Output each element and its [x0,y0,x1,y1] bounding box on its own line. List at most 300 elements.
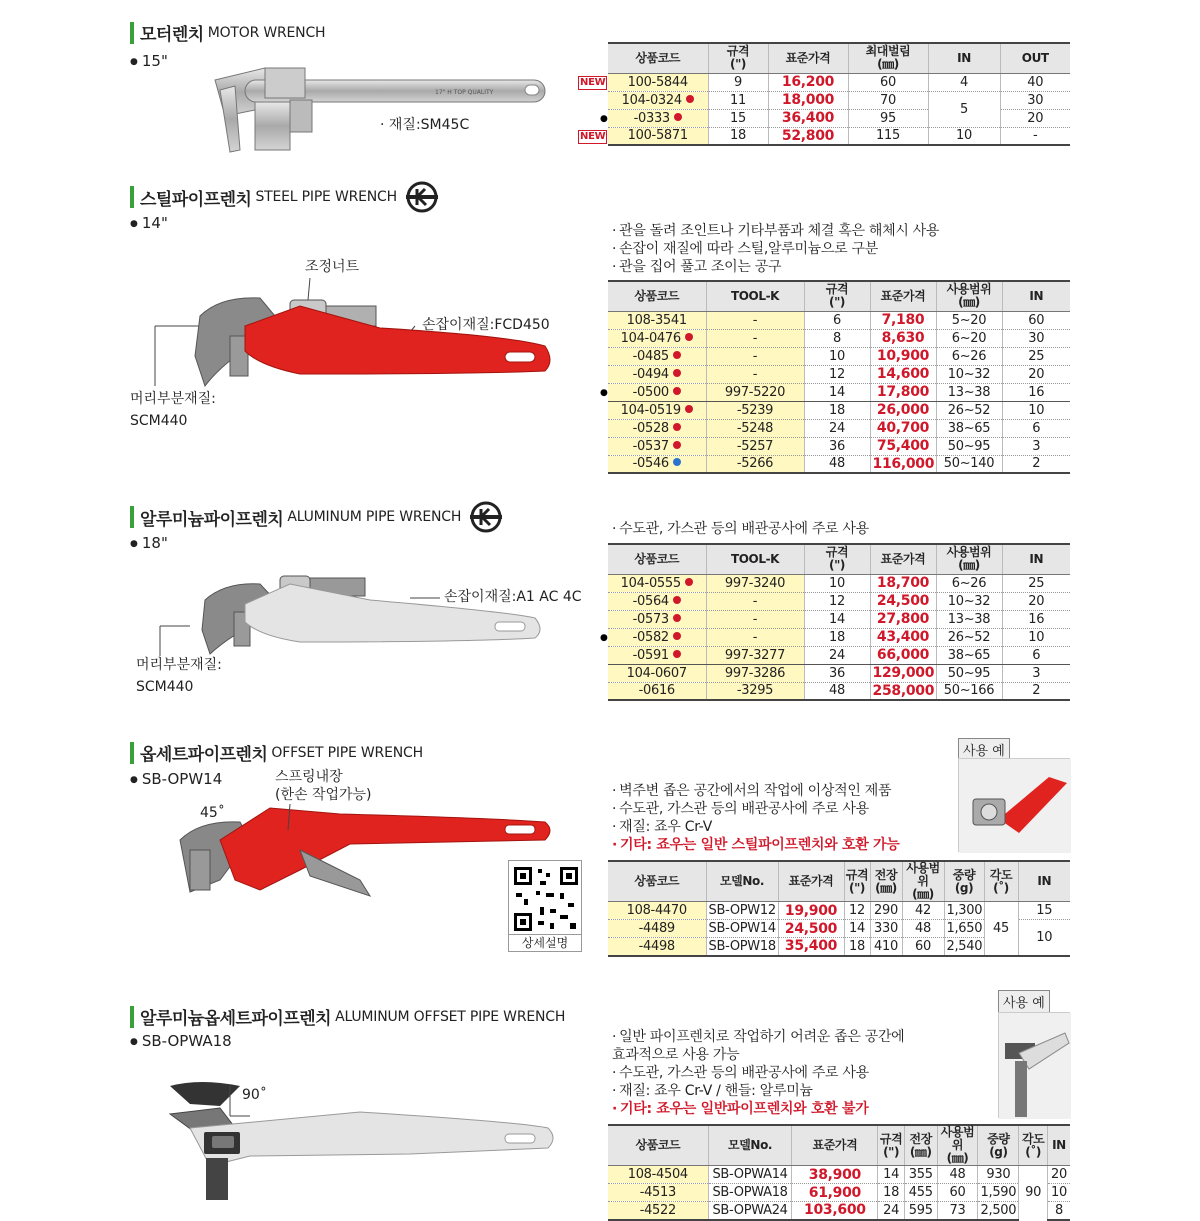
title-bar [130,742,134,764]
price: 103,600 [792,1202,878,1220]
motor-title-ko: 모터렌치 [140,25,204,45]
model: SB-OPWA24 [708,1202,792,1220]
in: 10 [1002,628,1070,646]
alu-table-body [600,574,1070,700]
spec: 14 [804,383,870,401]
length: 355 [904,1166,937,1184]
range: 6~26 [936,347,1002,365]
weight: 1,300 [944,902,984,920]
steel-wrench-image [150,276,560,406]
label-handle-material: 손잡이재질:A1 AC 4C [444,589,582,605]
table-row [608,73,1070,91]
red-dot-icon [673,614,681,622]
red-dot-icon [673,632,681,640]
offset-description [612,782,899,854]
col-length: 전장 (㎜) [904,1125,937,1166]
col-weight: 중량 (g) [978,1125,1019,1166]
desc-line: · 수도관, 가스관 등의 배관공사에 주로 사용 [612,1064,904,1082]
range: 48 [902,920,944,938]
range: 13~38 [936,610,1002,628]
col-code: 상품코드 [608,43,708,73]
table-row [608,365,1070,383]
motor-size: ● 15" [130,52,168,70]
in: 2 [1002,455,1070,473]
price: 19,900 [778,902,844,920]
red-dot-icon [674,113,682,121]
tool-k: 997-5220 [706,383,804,401]
spec: 24 [878,1202,905,1220]
label-handle-material: 손잡이재질:FCD450 [422,317,550,333]
range: 48 [937,1166,978,1184]
spec: 24 [804,646,870,664]
red-dot-icon [685,405,693,413]
price: 75,400 [870,437,936,455]
table-row [608,329,1070,347]
col-angle: 각도 (˚) [984,861,1018,902]
price: 18,000 [768,91,848,109]
alu-description [612,520,869,538]
open: 95 [848,109,928,127]
model: SB-OPWA14 [708,1166,792,1184]
table-row [608,1166,1070,1184]
offset-size: ● SB-OPW14 [130,770,222,788]
steel-table-body [600,311,1070,473]
in: 20 [1047,1166,1070,1184]
out: 40 [1000,73,1070,91]
col-code: 상품코드 [608,861,706,902]
desc-line-red: · 기타: 죠우는 일반파이프렌치와 호환 불가 [612,1100,904,1118]
in: 6 [1002,646,1070,664]
tool-k: -5257 [706,437,804,455]
price: 129,000 [870,664,936,682]
desc-line: · 재질: 죠우 Cr-V / 핸들: 알루미늄 [612,1082,904,1100]
product-code: -0591 [608,646,706,664]
price: 18,700 [870,574,936,592]
k-mark-icon [405,180,439,214]
in: 2 [1002,682,1070,700]
title-bar [130,22,134,44]
red-dot-icon [673,441,681,449]
table-row [608,682,1070,700]
col-tool: TOOL-K [706,281,804,311]
desc-line: · 벽주변 좁은 공간에서의 작업에 이상적인 제품 [612,782,899,800]
steel-size: ● 14" [130,214,168,232]
price: 116,000 [870,455,936,473]
desc-line: · 손잡이 재질에 따라 스틸,알루미늄으로 구분 [612,240,939,258]
col-spec: 규격 (") [708,43,768,73]
price: 14,600 [870,365,936,383]
usage-example-label: 사용 예 [958,738,1010,761]
price: 52,800 [768,127,848,145]
spec: 10 [804,574,870,592]
price: 61,900 [792,1184,878,1202]
offset-title-ko: 옵세트파이프렌치 [140,745,268,765]
product-code: 108-3541 [608,311,706,329]
label-angle: 90˚ [242,1087,267,1103]
in: 3 [1002,664,1070,682]
alu-title-ko: 알루미늄파이프렌치 [140,509,284,530]
tool-k: -5239 [706,401,804,419]
spec: 12 [804,365,870,383]
title-bar [130,506,134,528]
col-out: OUT [1000,43,1070,73]
range: 73 [937,1202,978,1220]
alu-title-en: ALUMINUM PIPE WRENCH [287,509,462,525]
red-dot-icon [673,650,681,658]
length: 455 [904,1184,937,1202]
price: 38,900 [792,1166,878,1184]
in: 25 [1002,574,1070,592]
weight: 2,540 [944,938,984,956]
model: SB-OPWA18 [708,1184,792,1202]
price: 27,800 [870,610,936,628]
col-price: 표준가격 [792,1125,878,1166]
table-row [608,610,1070,628]
col-range: 사용범위 (㎜) [902,861,944,902]
price: 8,630 [870,329,936,347]
spec: 14 [844,920,870,938]
col-code: 상품코드 [608,544,706,574]
red-dot-icon [673,369,681,377]
tool-k: 997-3240 [706,574,804,592]
range: 6~26 [936,574,1002,592]
length: 595 [904,1202,937,1220]
spec: 36 [804,437,870,455]
product-code: -4513 [608,1184,708,1202]
table-row [608,109,1070,127]
tool-k: 997-3286 [706,664,804,682]
table-row [608,646,1070,664]
price: 26,000 [870,401,936,419]
tool-k: -5266 [706,455,804,473]
tool-k: -5248 [706,419,804,437]
product-code: 104-0519 [608,401,706,419]
spec: 8 [804,329,870,347]
tool-k: -3295 [706,682,804,700]
tool-k: - [706,329,804,347]
usage-example-image [958,758,1070,852]
spec: 11 [708,91,768,109]
in: 8 [1047,1202,1070,1220]
out: 30 [1000,91,1070,109]
red-dot-icon [673,596,681,604]
in: 10 [928,127,1000,145]
label-adjust-nut: 조정너트 [305,259,360,275]
steel-title-ko: 스틸파이프렌치 [140,189,252,210]
product-code: 108-4470 [608,902,706,920]
price: 258,000 [870,682,936,700]
length: 330 [870,920,902,938]
tool-k: 997-3277 [706,646,804,664]
col-model: 모델No. [708,1125,792,1166]
col-code: 상품코드 [608,1125,708,1166]
price: 35,400 [778,938,844,956]
product-code: NEW 100-5844 [608,73,708,91]
price: 10,900 [870,347,936,365]
tool-k: - [706,311,804,329]
alu-offset-wrench-image [160,1076,560,1200]
table-row [608,902,1070,920]
range: 13~38 [936,383,1002,401]
model: SB-OPW14 [706,920,778,938]
qr-code[interactable] [508,860,582,952]
table-row [608,311,1070,329]
length: 290 [870,902,902,920]
angle: 90 [1019,1166,1048,1220]
open: 60 [848,73,928,91]
col-model: 모델No. [706,861,778,902]
price: 16,200 [768,73,848,91]
in: 10 [1018,920,1070,956]
spec: 10 [804,347,870,365]
col-price: 표준가격 [768,43,848,73]
offset-section-title [130,740,423,765]
alu-section-title [130,500,503,534]
table-row [608,664,1070,682]
out: 20 [1000,109,1070,127]
label-spring: 스프링내장 (한손 작업가능) [275,769,372,803]
range: 10~32 [936,365,1002,383]
steel-price-table [600,280,1070,474]
alu-offset-description [612,1028,904,1118]
in: 15 [1018,902,1070,920]
table-row [608,91,1070,109]
col-angle: 각도 (˚) [1019,1125,1048,1166]
col-length: 전장 (㎜) [870,861,902,902]
product-code: ● -0333 [608,109,708,127]
spec: 24 [804,419,870,437]
svg-text:17" H TOP QUALITY: 17" H TOP QUALITY [435,89,494,96]
col-open: 최대벌림 (㎜) [848,43,928,73]
in: 6 [1002,419,1070,437]
col-price: 표준가격 [870,281,936,311]
label-head-material: 머리부분재질: SCM440 [130,391,216,429]
blue-dot-icon [673,458,681,466]
steel-title-en: STEEL PIPE WRENCH [255,189,397,205]
product-code: -0537 [608,437,706,455]
tool-k: - [706,610,804,628]
spec: 48 [804,455,870,473]
desc-line: · 수도관, 가스관 등의 배관공사에 주로 사용 [612,800,899,818]
label-angle: 45˚ [200,805,225,821]
desc-line: · 관을 돌려 조인트나 기타부품과 체결 혹은 해체시 사용 [612,222,939,240]
range: 50~140 [936,455,1002,473]
range: 60 [902,938,944,956]
bullet-icon: ● [600,113,608,124]
col-range: 사용범위 (㎜) [936,281,1002,311]
range: 50~95 [936,437,1002,455]
alu-offset-title-en: ALUMINUM OFFSET PIPE WRENCH [335,1008,566,1025]
product-code: -0494 [608,365,706,383]
red-dot-icon [685,578,693,586]
in: 30 [1002,329,1070,347]
in: 3 [1002,437,1070,455]
col-spec: 규격 (") [804,281,870,311]
bullet-icon: ● [600,632,608,643]
range: 26~52 [936,628,1002,646]
usage-example-label: 사용 예 [998,990,1050,1013]
alu-offset-price-table [608,1124,1070,1221]
col-spec: 규격 (") [804,544,870,574]
col-price: 표준가격 [778,861,844,902]
spec: 14 [804,610,870,628]
motor-section-title [130,20,325,45]
product-code: 104-0476 [608,329,706,347]
price: 24,500 [778,920,844,938]
table-row [608,628,1070,646]
red-dot-icon [673,351,681,359]
in: 16 [1002,610,1070,628]
table-row [608,347,1070,365]
in: 10 [1047,1184,1070,1202]
alu-offset-size: ● SB-OPWA18 [130,1032,232,1050]
spec: 48 [804,682,870,700]
label-head-material: 머리부분재질: SCM440 [136,657,222,695]
col-range: 사용범위 (㎜) [937,1125,978,1166]
price: 7,180 [870,311,936,329]
col-spec: 규격 (") [878,1125,905,1166]
in: 20 [1002,365,1070,383]
in: 5 [928,91,1000,127]
product-code: -4522 [608,1202,708,1220]
model: SB-OPW18 [706,938,778,956]
price: 17,800 [870,383,936,401]
desc-line: · 관을 집어 풀고 조이는 공구 [612,258,939,276]
red-dot-icon [673,423,681,431]
weight: 1,650 [944,920,984,938]
product-code: 104-0555 [608,574,706,592]
title-bar [130,186,134,208]
product-code: ● -0500 [608,383,706,401]
in: 16 [1002,383,1070,401]
alu-price-table [600,543,1070,701]
offset-price-table [608,860,1070,957]
spec: 18 [804,628,870,646]
table-row [608,1202,1070,1220]
red-dot-icon [673,387,681,395]
motor-price-table [580,42,1070,146]
k-mark-icon [469,500,503,534]
tool-k: - [706,628,804,646]
col-range: 사용범위 (㎜) [936,544,1002,574]
col-in: IN [928,43,1000,73]
in: 25 [1002,347,1070,365]
range: 50~166 [936,682,1002,700]
range: 10~32 [936,592,1002,610]
price: 36,400 [768,109,848,127]
title-bar [130,1006,134,1028]
range: 38~65 [936,646,1002,664]
spec: 15 [708,109,768,127]
spec: 9 [708,73,768,91]
spec: 18 [878,1184,905,1202]
in: 4 [928,73,1000,91]
weight: 930 [978,1166,1019,1184]
product-code: -0573 [608,610,706,628]
weight: 2,500 [978,1202,1019,1220]
out: - [1000,127,1070,145]
price: 40,700 [870,419,936,437]
product-code: -0616 [608,682,706,700]
table-row [608,127,1070,145]
usage-example-image [998,1012,1070,1118]
red-dot-icon [686,95,694,103]
price: 66,000 [870,646,936,664]
desc-line: · 일반 파이프렌치로 작업하기 어려운 좁은 공간에 효과적으로 사용 가능 [612,1028,904,1064]
offset-wrench-image [160,800,560,910]
product-code: -4498 [608,938,706,956]
table-row [608,419,1070,437]
steel-section-title [130,180,439,214]
in: 20 [1002,592,1070,610]
table-row [608,437,1070,455]
product-code: ● -0582 [608,628,706,646]
product-code: -0564 [608,592,706,610]
col-in: IN [1047,1125,1070,1166]
product-code: 104-0607 [608,664,706,682]
range: 50~95 [936,664,1002,682]
alu-offset-section-title [130,1004,565,1029]
range: 42 [902,902,944,920]
product-code: -0528 [608,419,706,437]
col-code: 상품코드 [608,281,706,311]
range: 5~20 [936,311,1002,329]
price: 43,400 [870,628,936,646]
length: 410 [870,938,902,956]
product-code: -4489 [608,920,706,938]
in: 60 [1002,311,1070,329]
desc-line: · 수도관, 가스관 등의 배관공사에 주로 사용 [612,520,869,538]
steel-description [612,222,939,276]
table-row [608,455,1070,473]
range: 6~20 [936,329,1002,347]
product-code: -0546 [608,455,706,473]
col-in: IN [1002,544,1070,574]
alu-offset-title-ko: 알루미늄옵세트파이프렌치 [140,1009,332,1029]
angle: 45 [984,902,1018,956]
motor-material: · 재질:SM45C [380,117,470,133]
spec: 18 [844,938,870,956]
spec: 36 [804,664,870,682]
spec: 12 [804,592,870,610]
offset-title-en: OFFSET PIPE WRENCH [271,744,423,761]
spec: 18 [804,401,870,419]
bullet-icon: ● [600,387,608,398]
model: SB-OPW12 [706,902,778,920]
new-badge: NEW [580,76,606,88]
desc-line-red: · 기타: 죠우는 일반 스틸파이프렌치와 호환 가능 [612,836,899,854]
alu-wrench-image [150,560,560,660]
product-code: 108-4504 [608,1166,708,1184]
tool-k: - [706,592,804,610]
open: 115 [848,127,928,145]
motor-wrench-image [205,60,555,160]
in: 10 [1002,401,1070,419]
table-row [608,401,1070,419]
tool-k: - [706,347,804,365]
red-dot-icon [685,333,693,341]
qr-code-icon [510,863,582,935]
tool-k: - [706,365,804,383]
col-tool: TOOL-K [706,544,804,574]
col-price: 표준가격 [870,544,936,574]
spec: 12 [844,902,870,920]
desc-line: · 재질: 죠우 Cr-V [612,818,899,836]
col-in: IN [1018,861,1070,902]
product-code: 104-0324 [608,91,708,109]
range: 26~52 [936,401,1002,419]
motor-title-en: MOTOR WRENCH [207,24,326,41]
